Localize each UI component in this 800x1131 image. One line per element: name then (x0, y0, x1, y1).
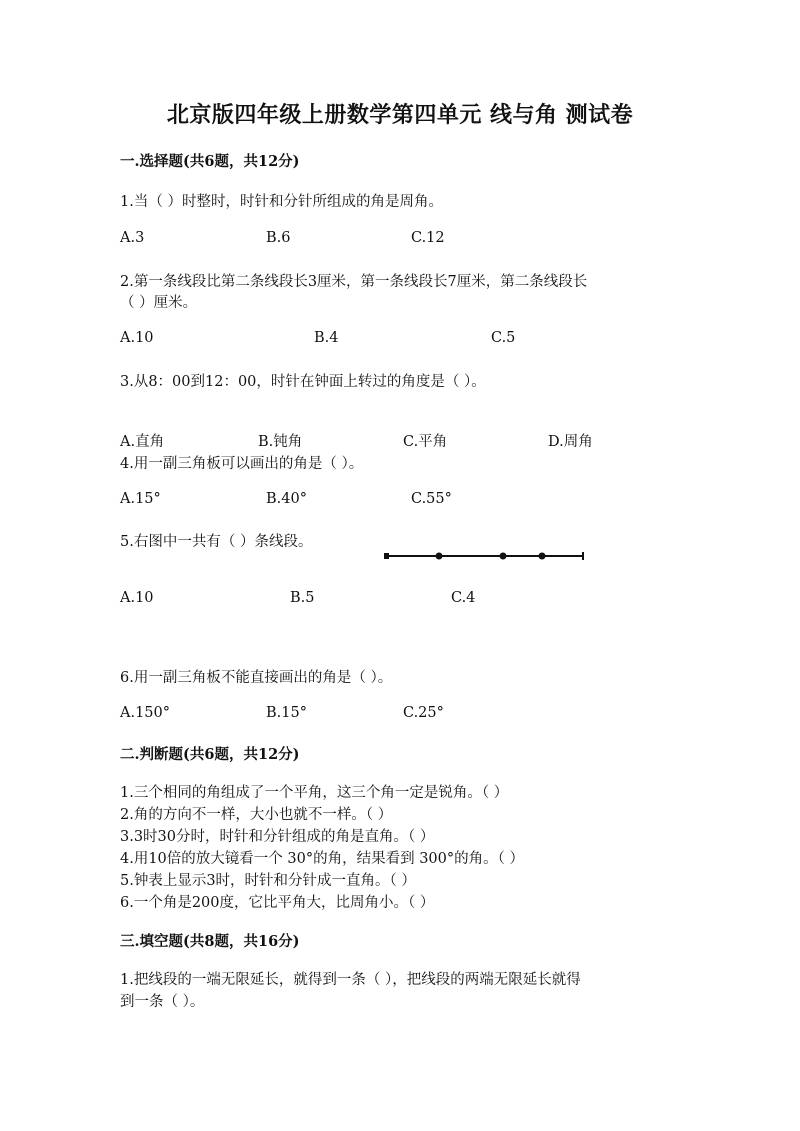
option-1-5-b: B.5 (290, 590, 315, 606)
option-1-2-a: A.10 (120, 330, 154, 346)
option-1-5-c: C.4 (451, 590, 476, 606)
judge-item: 2.角的方向不一样，大小也就不一样。（ ） (120, 807, 393, 823)
fill-question-1-line2: 到一条（ ）。 (120, 994, 205, 1010)
option-1-1-a: A.3 (120, 230, 145, 246)
question-1-2-line2: （ ）厘米。 (120, 295, 198, 311)
section-heading-choice: 一.选择题(共6题，共12分) (120, 153, 300, 170)
judge-item: 1.三个相同的角组成了一个平角，这三个角一定是锐角。（ ） (120, 785, 509, 801)
section-heading-fill: 三.填空题(共8题，共16分) (120, 933, 300, 950)
line-segment-figure (380, 548, 590, 564)
option-1-6-b: B.15° (266, 705, 307, 721)
question-1-3: 3.从8：00到12：00，时针在钟面上转过的角度是（ ）。 (120, 374, 486, 390)
segment-point (436, 553, 443, 560)
option-1-2-c: C.5 (491, 330, 516, 346)
option-1-4-c: C.55° (411, 491, 452, 507)
question-1-1: 1.当（ ）时整时，时针和分针所组成的角是周角。 (120, 194, 443, 210)
option-1-5-a: A.10 (120, 590, 154, 606)
judge-item: 3.3时30分时，时针和分针组成的角是直角。（ ） (120, 829, 435, 845)
question-1-2-line1: 2.第一条线段比第二条线段长3厘米，第一条线段长7厘米，第二条线段长 (120, 274, 588, 290)
option-1-3-a: A.直角 (120, 434, 165, 450)
judge-item: 5.钟表上显示3时，时针和分针成一直角。（ ） (120, 873, 416, 889)
option-1-6-a: A.150° (120, 705, 171, 721)
segment-point (539, 553, 546, 560)
question-1-4: 4.用一副三角板可以画出的角是（ ）。 (120, 456, 364, 472)
question-1-6: 6.用一副三角板不能直接画出的角是（ ）。 (120, 670, 393, 686)
option-1-4-b: B.40° (266, 491, 307, 507)
judge-item: 6.一个角是200度，它比平角大，比周角小。（ ） (120, 895, 435, 911)
judge-item: 4.用10倍的放大镜看一个 30°的角，结果看到 300°的角。（ ） (120, 851, 524, 867)
option-1-2-b: B.4 (314, 330, 339, 346)
question-1-5: 5.右图中一共有（ ）条线段。 (120, 534, 313, 550)
option-1-3-b: B.钝角 (258, 434, 303, 450)
page-title: 北京版四年级上册数学第四单元 线与角 测试卷 (166, 102, 634, 128)
section-heading-judge: 二.判断题(共6题，共12分) (120, 746, 300, 763)
option-1-6-c: C.25° (403, 705, 444, 721)
option-1-1-b: B.6 (266, 230, 291, 246)
segment-endpoint-left (384, 553, 389, 559)
segment-point (500, 553, 507, 560)
option-1-4-a: A.15° (120, 491, 161, 507)
fill-question-1-line1: 1.把线段的一端无限延长，就得到一条（ ），把线段的两端无限延长就得 (120, 972, 581, 988)
option-1-1-c: C.12 (411, 230, 445, 246)
option-1-3-d: D.周角 (548, 434, 593, 450)
option-1-3-c: C.平角 (403, 434, 448, 450)
